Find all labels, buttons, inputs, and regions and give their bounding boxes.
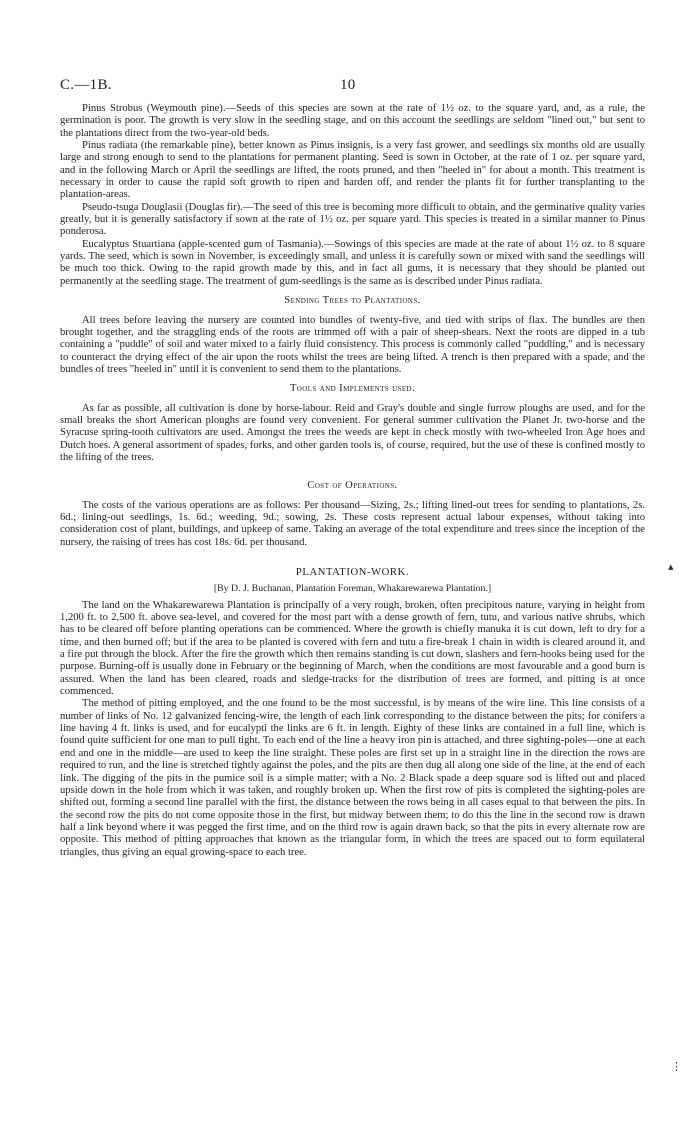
section-heading-sending-trees: Sending Trees to Plantations. — [284, 295, 421, 307]
byline: [By D. J. Buchanan, Plantation Foreman, Whakarewarewa Plantation.] — [213, 583, 492, 595]
document-reference: C.—1B. — [60, 77, 112, 93]
margin-mark: ⋮ — [671, 1061, 682, 1073]
paragraph-pinus-strobus: Pinus Strobus (Weymouth pine).—Seeds of this species are sown at the rate of 1½ oz. to the square yard, and, as a rule, the germination is poor. The growth is very slow in the seedling stage, and on this account the seedlings are seldom "lined out," but sent to the plantations direct from the two-year-old beds. — [60, 103, 645, 139]
section-heading-plantation-work: PLANTATION-WORK. — [295, 567, 410, 578]
section-heading-tools: Tools and Implements used. — [289, 383, 416, 395]
paragraph-cost: The costs of the various operations are as follows: Per thousand—Sizing, 2s.; lifting lined-out trees for sending to plantations, 2s. 6d.; lining-out seedlings, 1s. 6d.; weeding, 9d.; sowing, 2s. These costs represent actual labour expenses, without taking into consideration cost of plant, buildings, and upkeep of same. Taking an average of the total expenditure and trees since the inception of the nursery, the raising of trees has cost 18s. 6d. per thousand. — [60, 499, 645, 548]
margin-mark: ▴ — [668, 561, 674, 573]
paragraph-eucalyptus: Eucalyptus Stuartiana (apple-scented gum of Tasmania).—Sowings of this species are made at the rate of about 1½ oz. to 8 square yards. The seed, which is sown in November, is exceedingly small, and unless it is carefully sown or mixed with sand the seedlings will be much too thick. Owing to the rapid growth made by this, and in fact all gums, it is necessary that they should be planted out permanently at the seedling stage. The treatment of gum-seedlings is the same as is described under Pinus radiata. — [60, 238, 645, 287]
paragraph-land: The land on the Whakarewarewa Plantation is principally of a very rough, broken, often precipitous nature, varying in height from 1,200 ft. to 2,500 ft. above sea-level, and covered for the most part with a dense growth of fern, tutu, and various native shrubs, which has to be cleared off before planting operations can be commenced. Where the growth is chiefly manuka it is cut down, left to dry for a time, and then burned off; but if the area to be planted is covered with fern and tutu a fire-break 1 chain in width is cleared around it, and a fire put through the block. After the fire the growth which then remains standing is cut down, slashers and fern-hooks being used for the purpose. Burning-off is usually done in February or the beginning of March, when the conditions are most favourable and a good burn is assured. When the land has been cleared, roads and sledge-tracks for the distribution of trees are formed, and pitting is at once commenced. — [60, 599, 645, 698]
paragraph-pinus-radiata: Pinus radiata (the remarkable pine), better known as Pinus insignis, is a very fast grower, and seedlings six months old are usually large and strong enough to send to the plantations for permanent planting. Seed is sown in October, at the rate of 1 oz. per square yard, and in the following March or April the seedlings are lifted, the roots pruned, and then "heeled in" for about a month. This treatment is necessary in order to cause the rapid soft growth to ripen and harden off, and render the plants fit for further transplanting to the plantation-areas. — [60, 140, 645, 201]
paragraph-pitting: The method of pitting employed, and the one found to be the most successful, is by means of the wire line. This line consists of a number of links of No. 12 galvanized fencing-wire, the length of each link corresponding to the distance between the pits; for conifers a line having 4 ft. links is used, and for eucalypti the links are 6 ft. in length. Eighty of these links are contained in a full line, which is found quite sufficient for one man to pull tight. To each end of the line a heavy iron pin is attached, and three sighting-poles—one at each end and one in the middle—are used to keep the line straight. These poles are first set up in a straight line in the direction the rows are required to run, and the line is stretched tightly against the poles, and the pits are then dug all along one side of the line, at the end of each link. The digging of the pits in the pumice soil is a simple matter; with a No. 2 Black spade a deep square sod is lifted out and placed upside down in the hole from which it was taken, and roughly broken up. When the first row of pits is completed the sighting-poles are shifted out, forming a second line parallel with the first, the distance between the rows being in all cases equal to that between the pits. In the second row the pits do not come opposite those in the first, but midway between them; to do this the line in the second row is drawn half a link beyond where it was pegged the first time, and on the third row is again drawn back, so that the pits in every alternate row are opposite. This method of pitting approaches that known as the triangular form, in which the trees are spaced out to form equilateral triangles, thus giving an equal growing-space to each tree. — [60, 698, 645, 858]
section-heading-cost: Cost of Operations. — [307, 480, 398, 492]
page-number: 10 — [340, 77, 356, 93]
paragraph-sending-trees: All trees before leaving the nursery are counted into bundles of twenty-five, and tied with strips of flax. The bundles are then brought together, and the straggling ends of the roots are trimmed off with a pair of sheep-shears. Next the roots are dipped in a tub containing a "puddle" of soil and water mixed to a fairly fluid consistency. This process is commonly called "puddling," and is necessary to counteract the drying effect of the air upon the roots whilst the trees are being lifted. A trench is then prepared with a spade, and the bundles of trees "heeled in" until it is convenient to send them to the plantations. — [60, 314, 645, 375]
paragraph-douglas-fir: Pseudo-tsuga Douglasii (Douglas fir).—The seed of this tree is becoming more difficult to obtain, and the germinative quality varies greatly, but it is generally satisfactory if sown at the rate of 1½ oz. per square yard. This species is treated in a similar manner to Pinus ponderosa. — [60, 201, 645, 238]
paragraph-tools: As far as possible, all cultivation is done by horse-labour. Reid and Gray's double and single furrow ploughs are used, and for the small breaks the short American ploughs are found very convenient. For general summer cultivation the Planet Jr. two-horse and the Syracuse spring-tooth cultivators are used. Amongst the trees the weeds are kept in check mostly with two-wheeled Iron Age hoes and Dutch hoes. A general assortment of spades, forks, and other garden tools is, of course, required, but the use of these is confined mostly to the lifting of the trees. — [60, 402, 645, 463]
document-body — [60, 103, 645, 859]
